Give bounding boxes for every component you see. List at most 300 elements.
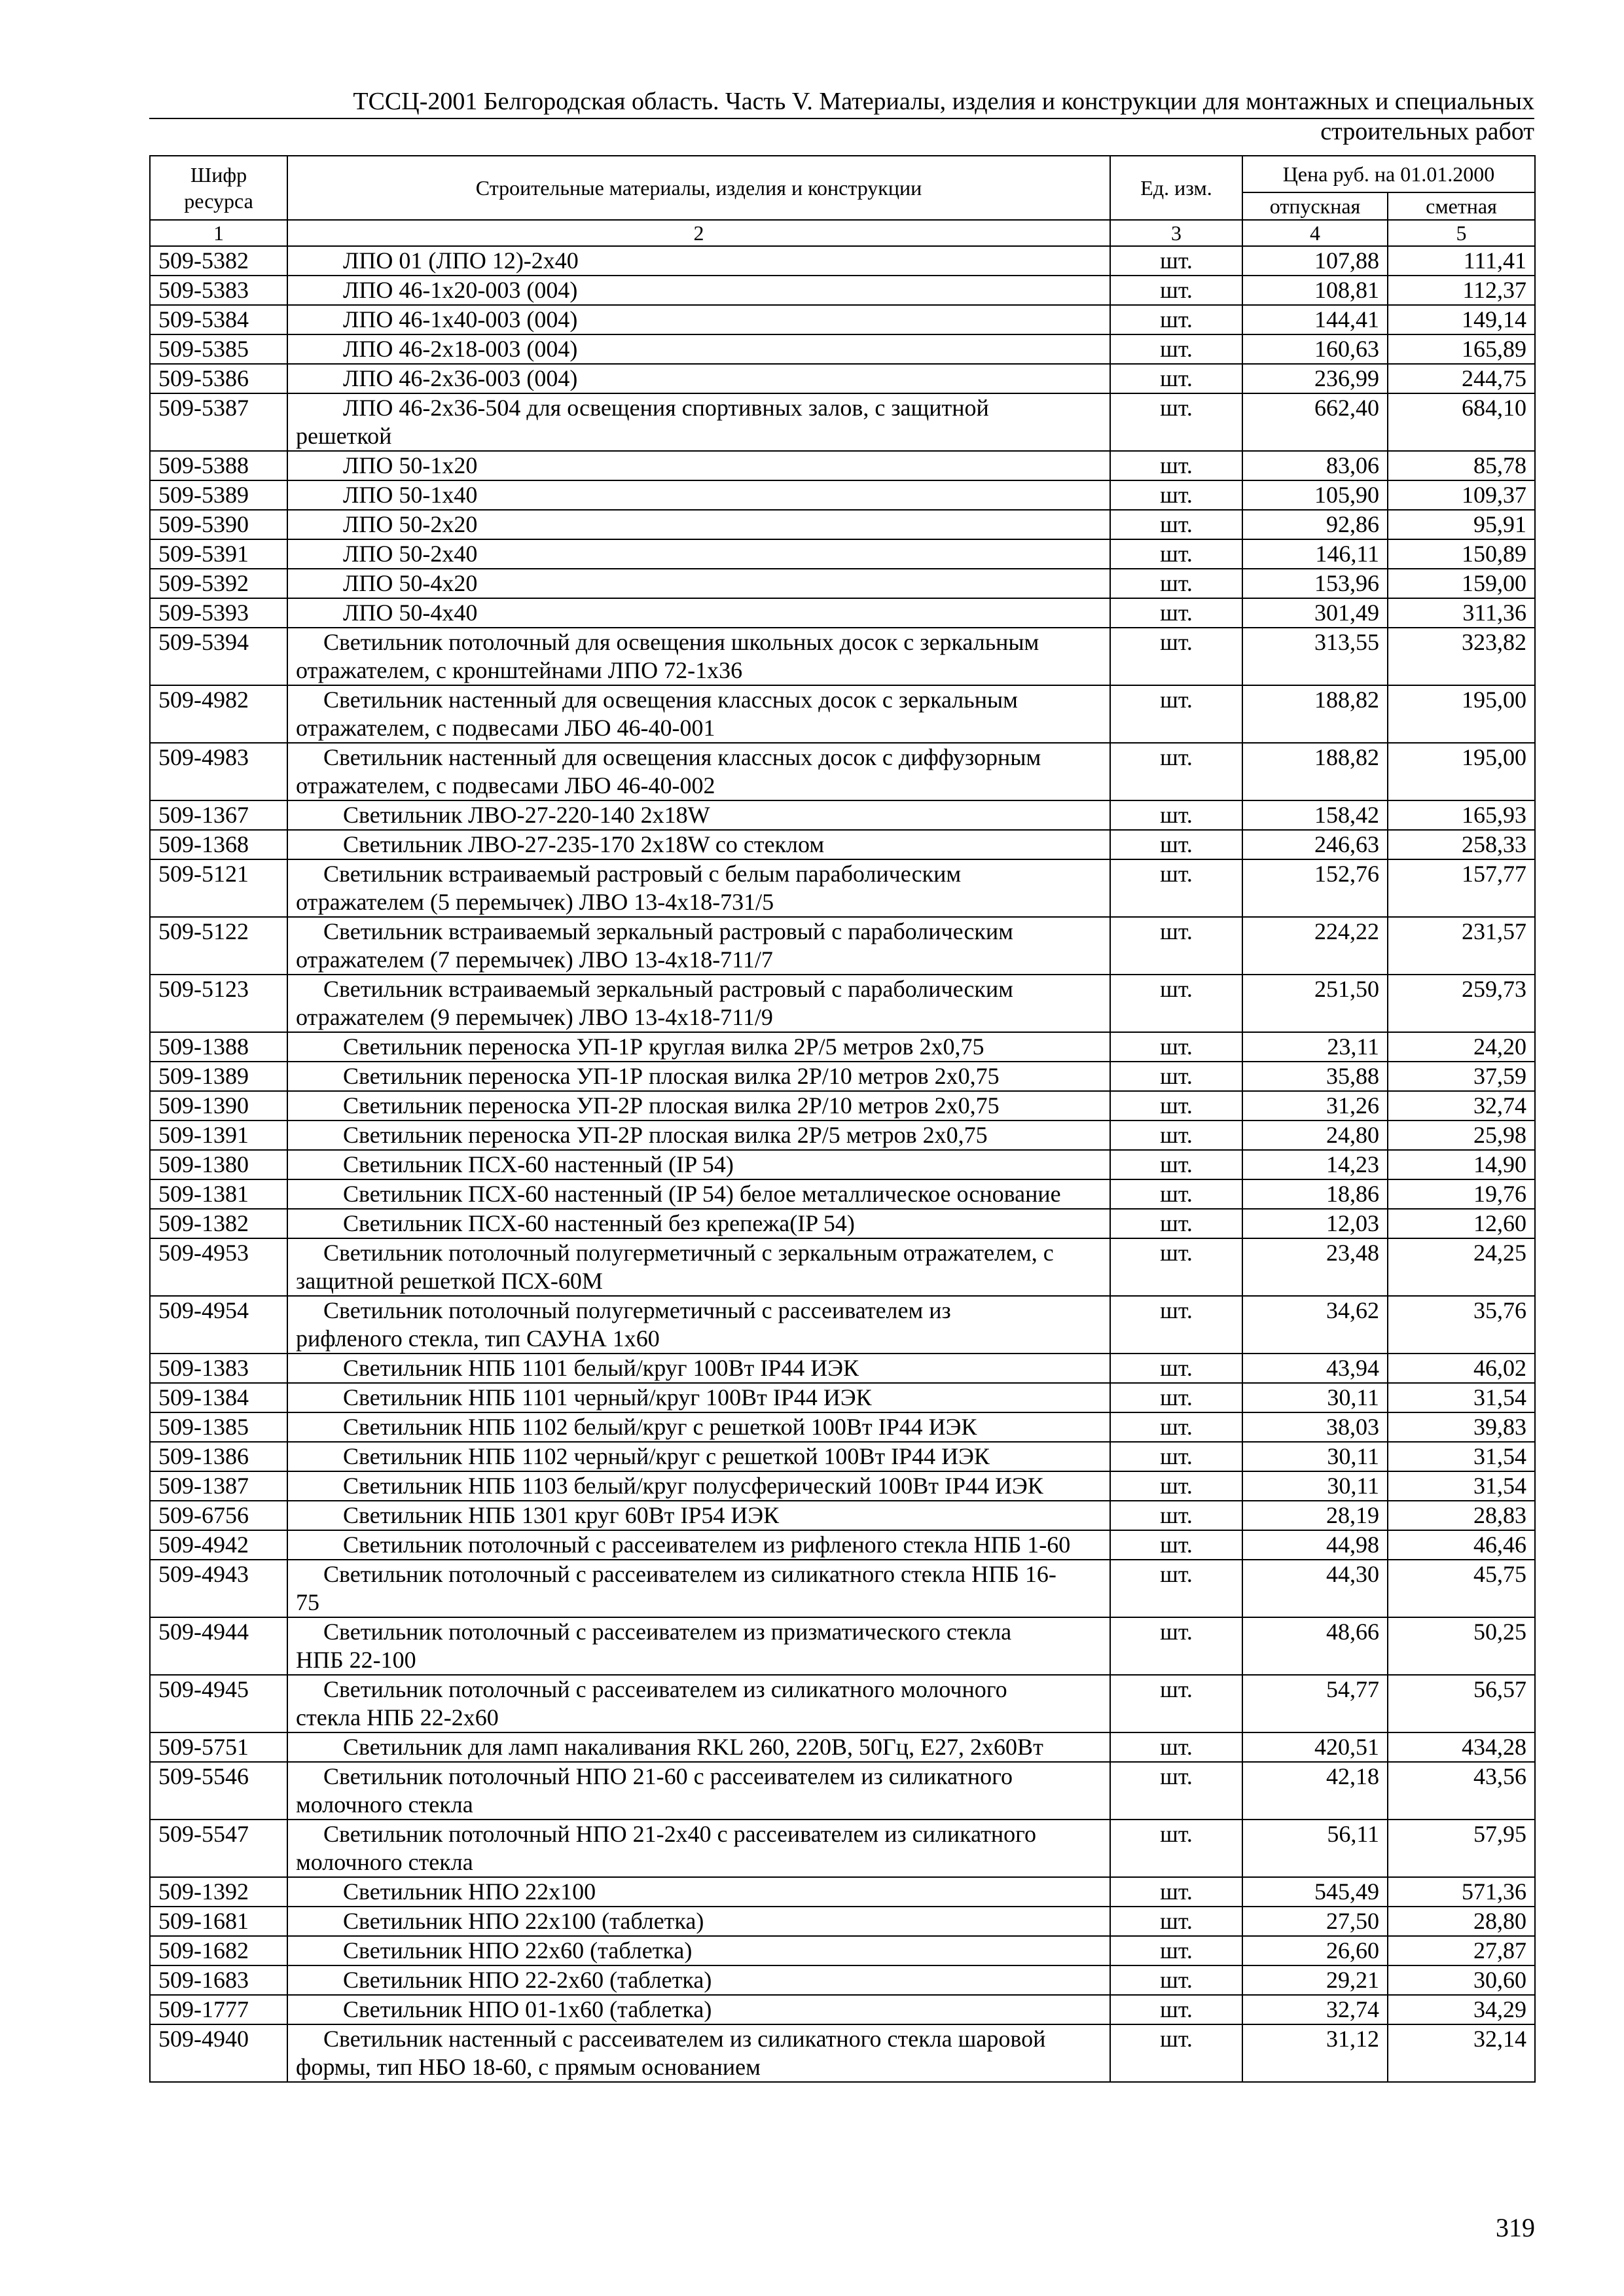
resource-code-cell: 509-1683 <box>150 1965 287 1995</box>
estimate-price-cell: 27,87 <box>1388 1936 1535 1965</box>
material-name-line: Светильник НПБ 1103 белый/круг полусферический 100Вт IP44 ИЭК <box>343 1473 1043 1499</box>
material-name-cell <box>287 830 1110 859</box>
table-row <box>150 1936 1535 1965</box>
resource-code-cell: 509-5394 <box>150 628 287 685</box>
material-name-line: молочного стекла <box>296 1791 473 1818</box>
unit-cell: шт. <box>1110 1995 1242 2024</box>
estimate-price-cell: 34,29 <box>1388 1995 1535 2024</box>
table-row <box>150 917 1535 975</box>
resource-code-cell: 509-5385 <box>150 334 287 364</box>
release-price-cell: 152,76 <box>1242 859 1388 917</box>
material-name-line: ЛПО 50-2х40 <box>343 541 478 567</box>
resource-code-cell: 509-4953 <box>150 1238 287 1296</box>
table-row <box>150 1442 1535 1471</box>
table-row <box>150 334 1535 364</box>
resource-code-cell: 509-1391 <box>150 1121 287 1150</box>
material-name-cell <box>287 1412 1110 1442</box>
unit-cell: шт. <box>1110 1530 1242 1560</box>
material-name-line: ЛПО 46-1х40-003 (004) <box>343 306 578 332</box>
material-name-line: ЛПО 46-1х20-003 (004) <box>343 277 578 303</box>
material-name-line: защитной решеткой ПСХ-60М <box>296 1268 603 1294</box>
resource-code-cell: 509-5751 <box>150 1732 287 1762</box>
resource-code-cell: 509-1681 <box>150 1907 287 1936</box>
material-name-cell <box>287 1209 1110 1238</box>
release-price-cell: 144,41 <box>1242 305 1388 334</box>
unit-cell: шт. <box>1110 276 1242 305</box>
estimate-price-cell: 165,93 <box>1388 800 1535 830</box>
unit-cell: шт. <box>1110 1560 1242 1617</box>
material-name-cell <box>287 1530 1110 1560</box>
material-name-cell <box>287 975 1110 1032</box>
material-name-line: отражателем, с кронштейнами ЛПО 72-1х36 <box>296 657 743 683</box>
resource-code-cell: 509-5546 <box>150 1762 287 1820</box>
resource-code-cell: 509-1382 <box>150 1209 287 1238</box>
material-name-cell <box>287 1617 1110 1675</box>
table-row <box>150 1150 1535 1179</box>
material-name-line: Светильник для ламп накаливания RKL 260, 220В, 50Гц, Е27, 2х60Вт <box>343 1734 1043 1760</box>
estimate-price-cell: 150,89 <box>1388 539 1535 569</box>
table-row <box>150 1617 1535 1675</box>
material-name-cell <box>287 1877 1110 1907</box>
unit-cell: шт. <box>1110 539 1242 569</box>
material-name-cell <box>287 334 1110 364</box>
estimate-price-cell: 45,75 <box>1388 1560 1535 1617</box>
material-name-line: 75 <box>296 1589 319 1615</box>
resource-code-cell: 509-1387 <box>150 1471 287 1501</box>
table-row <box>150 1501 1535 1530</box>
resource-code-cell: 509-5387 <box>150 393 287 451</box>
material-name-line: Светильник потолочный НПО 21-2х40 с рассеивателем из силикатного <box>323 1821 1037 1847</box>
unit-cell: шт. <box>1110 859 1242 917</box>
estimate-price-cell: 32,74 <box>1388 1091 1535 1121</box>
release-price-cell: 420,51 <box>1242 1732 1388 1762</box>
unit-cell: шт. <box>1110 830 1242 859</box>
unit-cell: шт. <box>1110 800 1242 830</box>
unit-cell: шт. <box>1110 451 1242 480</box>
release-price-cell: 301,49 <box>1242 598 1388 628</box>
resource-code-cell: 509-5384 <box>150 305 287 334</box>
release-price-cell: 38,03 <box>1242 1412 1388 1442</box>
release-price-cell: 30,11 <box>1242 1442 1388 1471</box>
table-row <box>150 1965 1535 1995</box>
table-row <box>150 1121 1535 1150</box>
unit-cell: шт. <box>1110 1150 1242 1179</box>
estimate-price-cell: 149,14 <box>1388 305 1535 334</box>
material-name-line: Светильник потолочный с рассеивателем из призматического стекла <box>323 1619 1012 1645</box>
release-price-cell: 30,11 <box>1242 1383 1388 1412</box>
col-header-estimate: сметная <box>1388 192 1535 220</box>
estimate-price-cell: 259,73 <box>1388 975 1535 1032</box>
resource-code-cell: 509-1367 <box>150 800 287 830</box>
resource-code-cell: 509-4943 <box>150 1560 287 1617</box>
material-name-cell <box>287 451 1110 480</box>
estimate-price-cell: 32,14 <box>1388 2024 1535 2082</box>
unit-cell: шт. <box>1110 393 1242 451</box>
material-name-cell <box>287 1501 1110 1530</box>
table-row <box>150 1675 1535 1732</box>
unit-cell: шт. <box>1110 1907 1242 1936</box>
release-price-cell: 23,48 <box>1242 1238 1388 1296</box>
resource-code-cell: 509-1383 <box>150 1354 287 1383</box>
resource-code-cell: 509-1381 <box>150 1179 287 1209</box>
estimate-price-cell: 14,90 <box>1388 1150 1535 1179</box>
material-name-cell <box>287 1820 1110 1877</box>
table-row <box>150 1762 1535 1820</box>
estimate-price-cell: 95,91 <box>1388 510 1535 539</box>
material-name-line: ЛПО 50-4х40 <box>343 600 478 626</box>
table-body <box>150 246 1535 2082</box>
material-name-line: рифленого стекла, тип САУНА 1х60 <box>296 1325 660 1352</box>
material-name-cell <box>287 1560 1110 1617</box>
header-rule <box>149 118 1534 119</box>
estimate-price-cell: 12,60 <box>1388 1209 1535 1238</box>
table-row <box>150 685 1535 743</box>
table-row <box>150 1296 1535 1354</box>
table-row <box>150 364 1535 393</box>
estimate-price-cell: 109,37 <box>1388 480 1535 510</box>
estimate-price-cell: 28,83 <box>1388 1501 1535 1530</box>
material-name-line: Светильник встраиваемый растровый с белым параболическим <box>323 861 962 887</box>
estimate-price-cell: 195,00 <box>1388 685 1535 743</box>
resource-code-cell: 509-5122 <box>150 917 287 975</box>
material-name-cell <box>287 1354 1110 1383</box>
material-name-cell <box>287 859 1110 917</box>
column-number: 1 <box>150 220 287 246</box>
table-row <box>150 830 1535 859</box>
release-price-cell: 44,30 <box>1242 1560 1388 1617</box>
release-price-cell: 107,88 <box>1242 246 1388 276</box>
table-row <box>150 393 1535 451</box>
unit-cell: шт. <box>1110 1501 1242 1530</box>
estimate-price-cell: 323,82 <box>1388 628 1535 685</box>
material-name-line: Светильник НПБ 1101 черный/круг 100Вт IP44 ИЭК <box>343 1384 872 1410</box>
material-name-cell <box>287 1091 1110 1121</box>
material-name-line: решеткой <box>296 423 392 449</box>
unit-cell: шт. <box>1110 364 1242 393</box>
col-header-code: Шифр ресурса <box>150 156 287 220</box>
estimate-price-cell: 37,59 <box>1388 1062 1535 1091</box>
resource-code-cell: 509-5393 <box>150 598 287 628</box>
resource-code-cell: 509-5392 <box>150 569 287 598</box>
release-price-cell: 246,63 <box>1242 830 1388 859</box>
release-price-cell: 42,18 <box>1242 1762 1388 1820</box>
material-name-line: молочного стекла <box>296 1849 473 1875</box>
table-row <box>150 305 1535 334</box>
release-price-cell: 188,82 <box>1242 743 1388 800</box>
estimate-price-cell: 157,77 <box>1388 859 1535 917</box>
resource-code-cell: 509-4944 <box>150 1617 287 1675</box>
material-name-cell <box>287 1995 1110 2024</box>
table-row <box>150 800 1535 830</box>
material-name-cell <box>287 1062 1110 1091</box>
table-row <box>150 598 1535 628</box>
unit-cell: шт. <box>1110 1762 1242 1820</box>
resource-code-cell: 509-5547 <box>150 1820 287 1877</box>
resource-code-cell: 509-1777 <box>150 1995 287 2024</box>
estimate-price-cell: 57,95 <box>1388 1820 1535 1877</box>
estimate-price-cell: 165,89 <box>1388 334 1535 364</box>
material-name-cell <box>287 393 1110 451</box>
table-row <box>150 1032 1535 1062</box>
resource-code-cell: 509-4940 <box>150 2024 287 2082</box>
material-name-cell <box>287 1179 1110 1209</box>
material-name-cell <box>287 1762 1110 1820</box>
resource-code-cell: 509-1386 <box>150 1442 287 1471</box>
material-name-cell <box>287 1442 1110 1471</box>
release-price-cell: 54,77 <box>1242 1675 1388 1732</box>
header-line-2: строительных работ <box>1320 118 1534 145</box>
unit-cell: шт. <box>1110 1877 1242 1907</box>
resource-code-cell: 509-5390 <box>150 510 287 539</box>
page-number: 319 <box>1496 2213 1535 2242</box>
material-name-line: ЛПО 46-2х36-003 (004) <box>343 365 578 391</box>
unit-cell: шт. <box>1110 685 1242 743</box>
table-row <box>150 276 1535 305</box>
material-name-line: Светильник потолочный для освещения школьных досок с зеркальным <box>323 629 1039 655</box>
material-name-line: ЛПО 50-2х20 <box>343 511 478 537</box>
release-price-cell: 23,11 <box>1242 1032 1388 1062</box>
release-price-cell: 251,50 <box>1242 975 1388 1032</box>
release-price-cell: 313,55 <box>1242 628 1388 685</box>
material-name-line: ЛПО 46-2х18-003 (004) <box>343 336 578 362</box>
material-name-line: отражателем (7 перемычек) ЛВО 13-4х18-711/7 <box>296 946 773 973</box>
unit-cell: шт. <box>1110 1209 1242 1238</box>
column-number: 4 <box>1242 220 1388 246</box>
material-name-cell <box>287 743 1110 800</box>
unit-cell: шт. <box>1110 1383 1242 1412</box>
column-number: 5 <box>1388 220 1535 246</box>
material-name-line: ЛПО 50-4х20 <box>343 570 478 596</box>
estimate-price-cell: 28,80 <box>1388 1907 1535 1936</box>
material-name-line: Светильник НПО 22х100 <box>343 1878 596 1905</box>
material-name-line: Светильник настенный с рассеивателем из силикатного стекла шаровой <box>323 2026 1046 2052</box>
material-name-line: Светильник НПБ 1301 круг 60Вт IP54 ИЭК <box>343 1502 780 1528</box>
unit-cell: шт. <box>1110 1617 1242 1675</box>
table-row <box>150 1471 1535 1501</box>
material-name-line: Светильник НПБ 1102 черный/круг с решеткой 100Вт IP44 ИЭК <box>343 1443 990 1469</box>
price-table <box>149 155 1536 2083</box>
table-row <box>150 451 1535 480</box>
unit-cell: шт. <box>1110 1179 1242 1209</box>
material-name-line: Светильник переноска УП-1Р плоская вилка 2Р/10 метров 2х0,75 <box>343 1063 1000 1089</box>
release-price-cell: 146,11 <box>1242 539 1388 569</box>
material-name-cell <box>287 569 1110 598</box>
material-name-line: Светильник встраиваемый зеркальный растровый с параболическим <box>323 918 1013 944</box>
table-row <box>150 539 1535 569</box>
unit-cell: шт. <box>1110 569 1242 598</box>
release-price-cell: 30,11 <box>1242 1471 1388 1501</box>
estimate-price-cell: 258,33 <box>1388 830 1535 859</box>
unit-cell: шт. <box>1110 1238 1242 1296</box>
estimate-price-cell: 231,57 <box>1388 917 1535 975</box>
table-row <box>150 1995 1535 2024</box>
release-price-cell: 35,88 <box>1242 1062 1388 1091</box>
unit-cell: шт. <box>1110 1732 1242 1762</box>
resource-code-cell: 509-1384 <box>150 1383 287 1412</box>
material-name-cell <box>287 510 1110 539</box>
material-name-line: Светильник потолочный полугерметичный с рассеивателем из <box>323 1297 951 1323</box>
resource-code-cell: 509-1392 <box>150 1877 287 1907</box>
material-name-cell <box>287 1907 1110 1936</box>
release-price-cell: 29,21 <box>1242 1965 1388 1995</box>
column-number: 3 <box>1110 220 1242 246</box>
estimate-price-cell: 46,02 <box>1388 1354 1535 1383</box>
release-price-cell: 24,80 <box>1242 1121 1388 1150</box>
material-name-cell <box>287 1150 1110 1179</box>
unit-cell: шт. <box>1110 598 1242 628</box>
material-name-line: ЛПО 50-1х20 <box>343 452 478 478</box>
material-name-cell <box>287 539 1110 569</box>
resource-code-cell: 509-1380 <box>150 1150 287 1179</box>
material-name-line: Светильник ПСХ-60 настенный (IP 54) <box>343 1151 734 1177</box>
table-head <box>150 156 1535 246</box>
material-name-line: ЛПО 46-2х36-504 для освещения спортивных залов, с защитной <box>343 395 989 421</box>
resource-code-cell: 509-5383 <box>150 276 287 305</box>
estimate-price-cell: 311,36 <box>1388 598 1535 628</box>
material-name-line: Светильник ПСХ-60 настенный без крепежа(IP 54) <box>343 1210 855 1236</box>
column-numbers-row <box>150 220 1535 246</box>
material-name-line: Светильник настенный для освещения классных досок с диффузорным <box>323 744 1041 770</box>
release-price-cell: 43,94 <box>1242 1354 1388 1383</box>
table-row <box>150 1560 1535 1617</box>
material-name-cell <box>287 276 1110 305</box>
material-name-cell <box>287 246 1110 276</box>
estimate-price-cell: 24,20 <box>1388 1032 1535 1062</box>
resource-code-cell: 509-1388 <box>150 1032 287 1062</box>
table-row <box>150 628 1535 685</box>
estimate-price-cell: 31,54 <box>1388 1471 1535 1501</box>
table-row <box>150 1062 1535 1091</box>
material-name-line: Светильник ЛВО-27-220-140 2х18W <box>343 802 710 828</box>
unit-cell: шт. <box>1110 628 1242 685</box>
unit-cell: шт. <box>1110 2024 1242 2082</box>
release-price-cell: 12,03 <box>1242 1209 1388 1238</box>
release-price-cell: 32,74 <box>1242 1995 1388 2024</box>
unit-cell: шт. <box>1110 1820 1242 1877</box>
resource-code-cell: 509-5123 <box>150 975 287 1032</box>
estimate-price-cell: 159,00 <box>1388 569 1535 598</box>
estimate-price-cell: 31,54 <box>1388 1383 1535 1412</box>
material-name-line: Светильник потолочный с рассеивателем из силикатного стекла НПБ 16- <box>323 1561 1056 1587</box>
resource-code-cell: 509-1390 <box>150 1091 287 1121</box>
material-name-line: формы, тип НБО 18-60, с прямым основанием <box>296 2054 761 2080</box>
material-name-line: Светильник НПБ 1102 белый/круг с решеткой 100Вт IP44 ИЭК <box>343 1414 977 1440</box>
unit-cell: шт. <box>1110 1354 1242 1383</box>
estimate-price-cell: 195,00 <box>1388 743 1535 800</box>
material-name-cell <box>287 2024 1110 2082</box>
resource-code-cell: 509-4942 <box>150 1530 287 1560</box>
material-name-line: Светильник потолочный с рассеивателем из силикатного молочного <box>323 1676 1007 1702</box>
material-name-line: Светильник потолочный полугерметичный с зеркальным отражателем, с <box>323 1240 1054 1266</box>
table-row <box>150 1530 1535 1560</box>
estimate-price-cell: 571,36 <box>1388 1877 1535 1907</box>
material-name-line: Светильник переноска УП-2Р плоская вилка 2Р/5 метров 2х0,75 <box>343 1122 988 1148</box>
unit-cell: шт. <box>1110 1675 1242 1732</box>
resource-code-cell: 509-4945 <box>150 1675 287 1732</box>
header-line-1: ТССЦ-2001 Белгородская область. Часть V. Материалы, изделия и конструкции для монтажных и специальных <box>353 88 1534 115</box>
material-name-line: отражателем, с подвесами ЛБО 46-40-001 <box>296 715 715 741</box>
material-name-cell <box>287 628 1110 685</box>
resource-code-cell: 509-5391 <box>150 539 287 569</box>
resource-code-cell: 509-4982 <box>150 685 287 743</box>
table-row <box>150 743 1535 800</box>
release-price-cell: 662,40 <box>1242 393 1388 451</box>
material-name-line: Светильник переноска УП-2Р плоская вилка 2Р/10 метров 2х0,75 <box>343 1092 1000 1119</box>
estimate-price-cell: 112,37 <box>1388 276 1535 305</box>
col-header-unit: Ед. изм. <box>1110 156 1242 220</box>
estimate-price-cell: 111,41 <box>1388 246 1535 276</box>
release-price-cell: 224,22 <box>1242 917 1388 975</box>
material-name-line: Светильник НПО 22х60 (таблетка) <box>343 1937 693 1964</box>
table-row <box>150 1209 1535 1238</box>
estimate-price-cell: 46,46 <box>1388 1530 1535 1560</box>
release-price-cell: 56,11 <box>1242 1820 1388 1877</box>
material-name-line: Светильник потолочный с рассеивателем из рифленого стекла НПБ 1-60 <box>343 1532 1071 1558</box>
table-row <box>150 510 1535 539</box>
material-name-line: Светильник встраиваемый зеркальный растровый с параболическим <box>323 976 1013 1002</box>
material-name-line: ЛПО 01 (ЛПО 12)-2х40 <box>343 247 579 274</box>
estimate-price-cell: 35,76 <box>1388 1296 1535 1354</box>
release-price-cell: 31,26 <box>1242 1091 1388 1121</box>
estimate-price-cell: 56,57 <box>1388 1675 1535 1732</box>
material-name-cell <box>287 305 1110 334</box>
table-row <box>150 246 1535 276</box>
table-row <box>150 1732 1535 1762</box>
material-name-line: отражателем, с подвесами ЛБО 46-40-002 <box>296 772 715 798</box>
resource-code-cell: 509-5388 <box>150 451 287 480</box>
material-name-cell <box>287 1471 1110 1501</box>
table-row <box>150 1238 1535 1296</box>
material-name-line: Светильник НПО 22х100 (таблетка) <box>343 1908 704 1934</box>
table-row <box>150 569 1535 598</box>
estimate-price-cell: 434,28 <box>1388 1732 1535 1762</box>
release-price-cell: 34,62 <box>1242 1296 1388 1354</box>
estimate-price-cell: 244,75 <box>1388 364 1535 393</box>
table-row <box>150 1383 1535 1412</box>
release-price-cell: 545,49 <box>1242 1877 1388 1907</box>
estimate-price-cell: 19,76 <box>1388 1179 1535 1209</box>
table-row <box>150 1907 1535 1936</box>
running-header <box>149 86 1534 147</box>
material-name-cell <box>287 480 1110 510</box>
release-price-cell: 105,90 <box>1242 480 1388 510</box>
release-price-cell: 160,63 <box>1242 334 1388 364</box>
material-name-cell <box>287 917 1110 975</box>
release-price-cell: 27,50 <box>1242 1907 1388 1936</box>
unit-cell: шт. <box>1110 246 1242 276</box>
table-row <box>150 1820 1535 1877</box>
unit-cell: шт. <box>1110 1091 1242 1121</box>
estimate-price-cell: 31,54 <box>1388 1442 1535 1471</box>
unit-cell: шт. <box>1110 1471 1242 1501</box>
material-name-line: Светильник НПО 01-1х60 (таблетка) <box>343 1996 712 2022</box>
column-number: 2 <box>287 220 1110 246</box>
resource-code-cell: 509-1682 <box>150 1936 287 1965</box>
unit-cell: шт. <box>1110 917 1242 975</box>
resource-code-cell: 509-1385 <box>150 1412 287 1442</box>
estimate-price-cell: 24,25 <box>1388 1238 1535 1296</box>
table-row <box>150 1091 1535 1121</box>
release-price-cell: 153,96 <box>1242 569 1388 598</box>
material-name-cell <box>287 1675 1110 1732</box>
material-name-cell <box>287 1296 1110 1354</box>
unit-cell: шт. <box>1110 1121 1242 1150</box>
material-name-cell <box>287 1032 1110 1062</box>
material-name-line: Светильник настенный для освещения классных досок с зеркальным <box>323 687 1018 713</box>
material-name-cell <box>287 1238 1110 1296</box>
release-price-cell: 14,23 <box>1242 1150 1388 1179</box>
material-name-line: Светильник потолочный НПО 21-60 с рассеивателем из силикатного <box>323 1763 1013 1789</box>
